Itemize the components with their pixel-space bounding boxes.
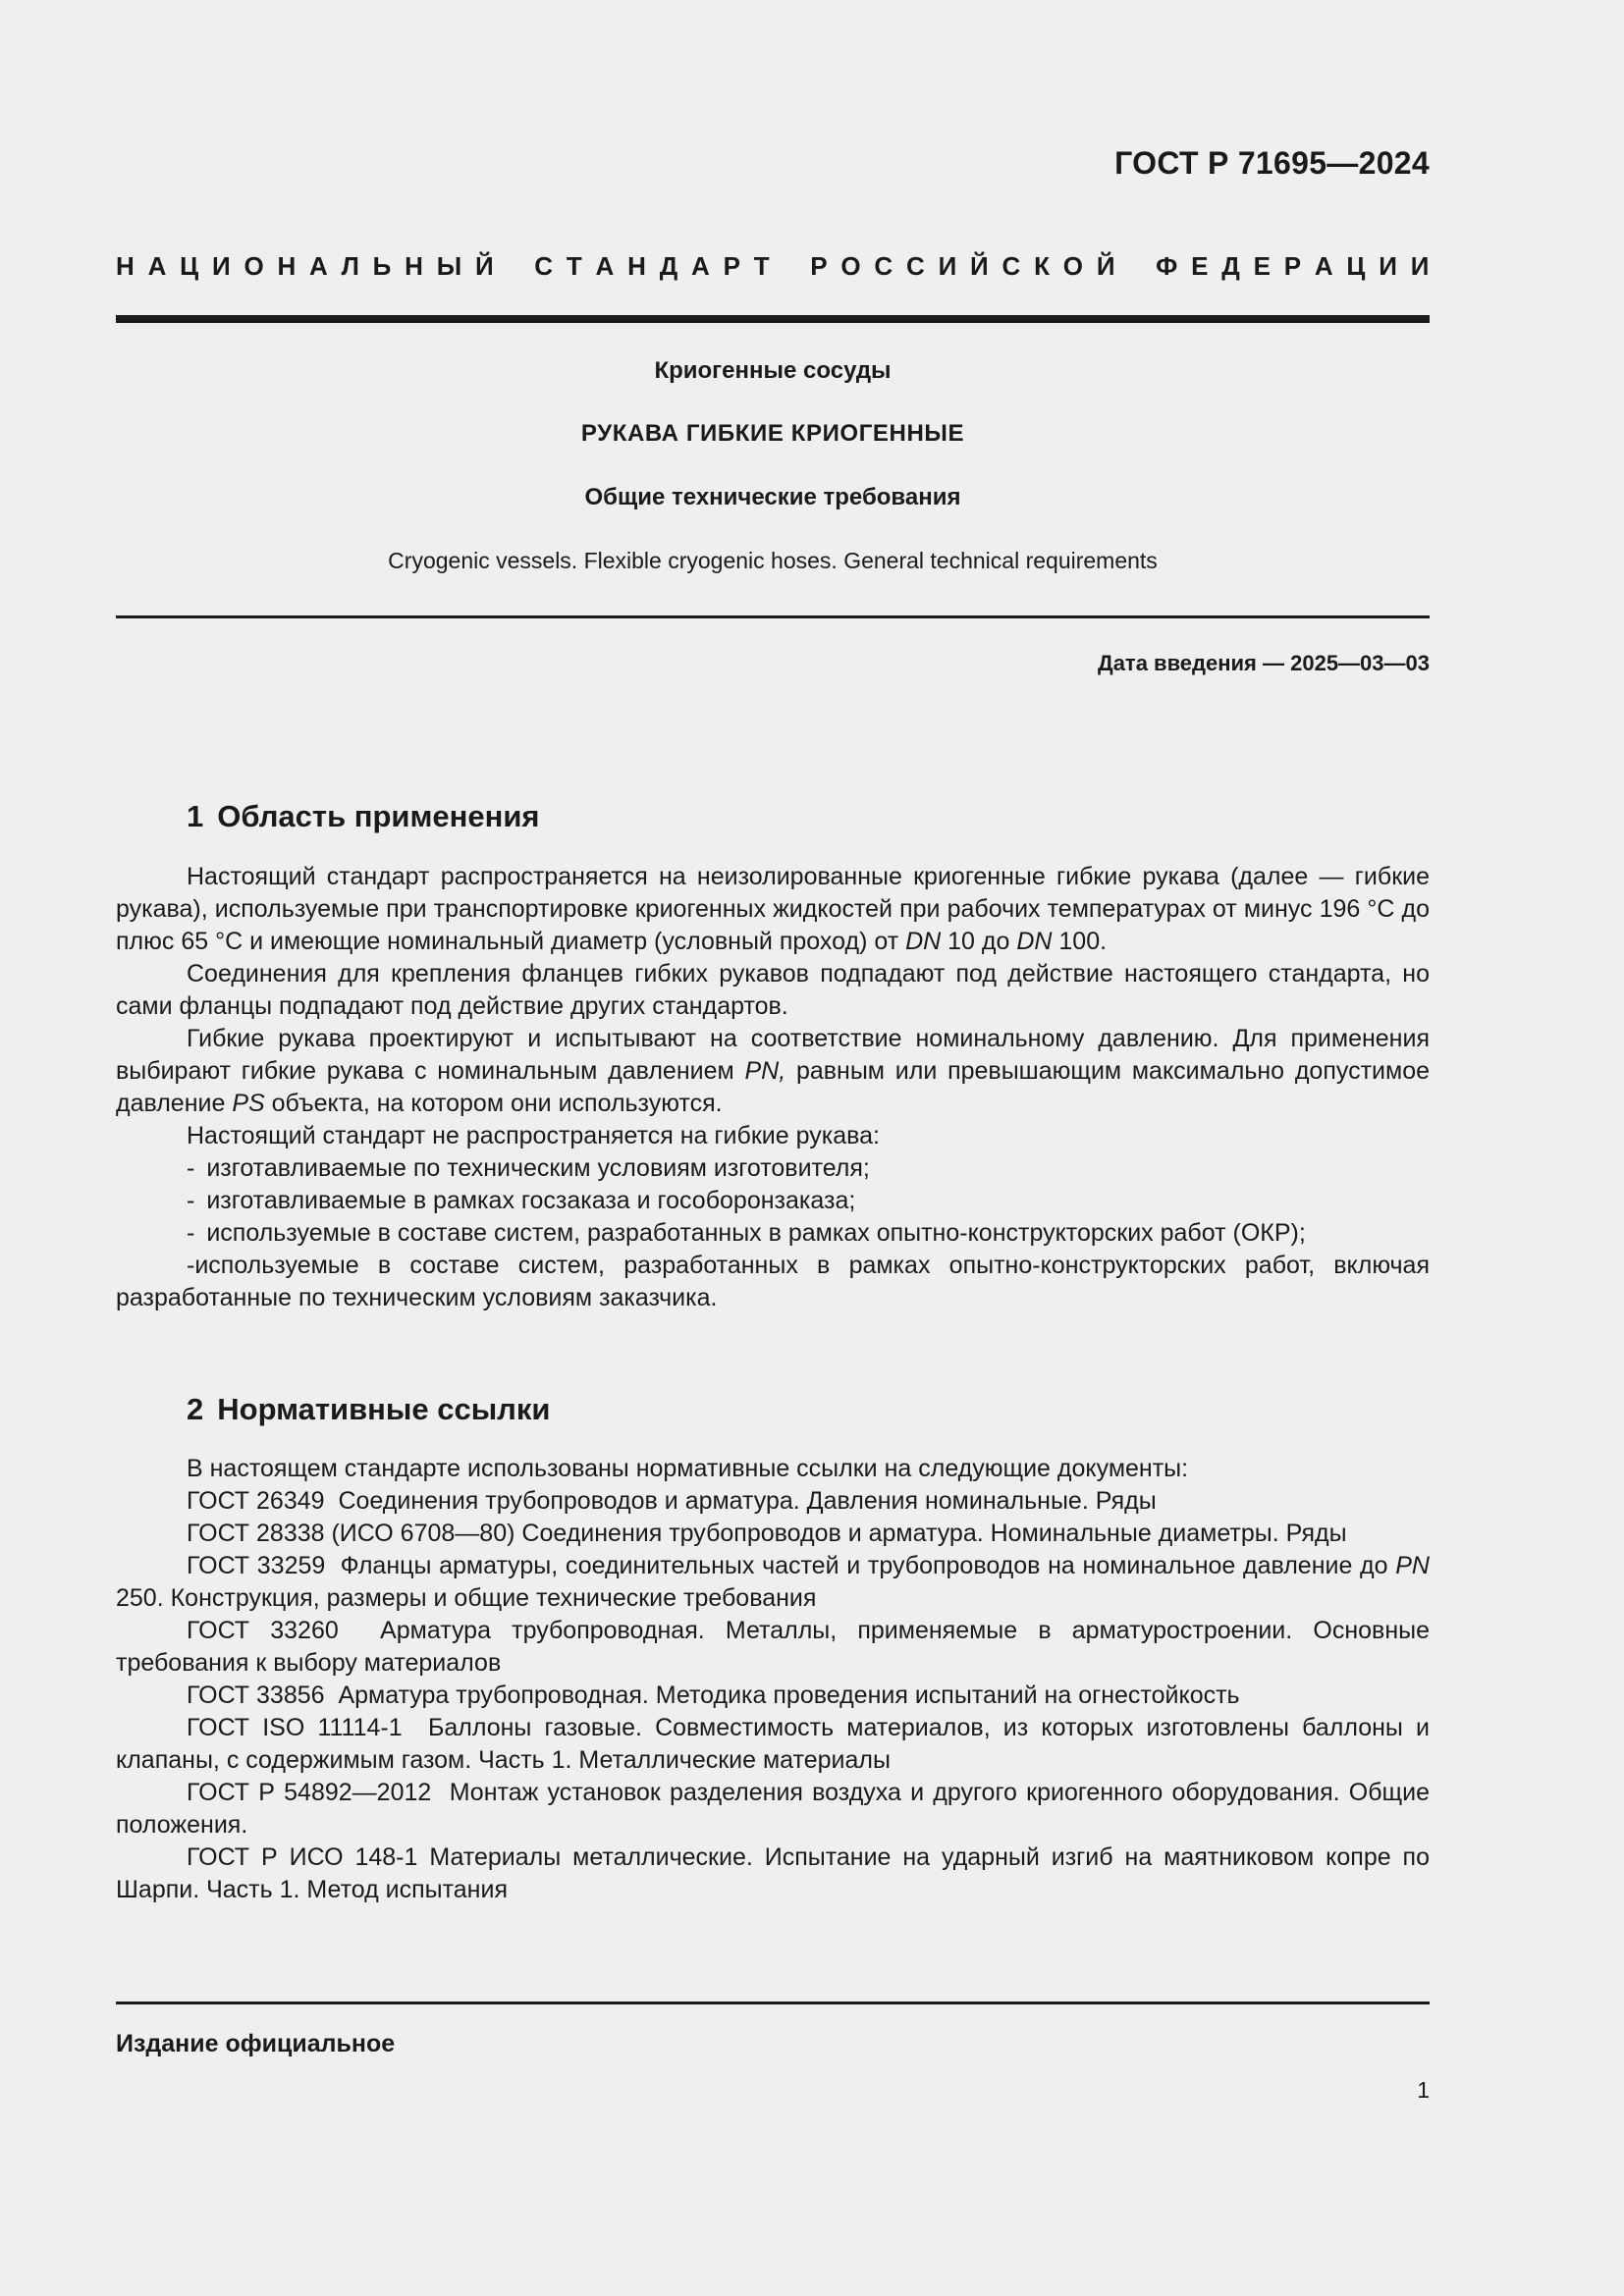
title-rule xyxy=(116,615,1430,618)
document-number: ГОСТ Р 71695—2024 xyxy=(1114,145,1430,181)
section-number: 1 xyxy=(187,799,204,833)
title-letter: Д xyxy=(1221,251,1240,281)
title-letter: Й xyxy=(970,251,989,281)
reference-item: ГОСТ ISO 11114-1 Баллоны газовые. Совместимость материалов, из которых изготовлены баллоны и клапаны, с содержимым газом. Часть 1. Металлические материалы xyxy=(116,1714,1430,1774)
official-edition-label: Издание официальное xyxy=(116,2030,396,2057)
section-title: Область применения xyxy=(217,799,540,833)
introduction-date: Дата введения — 2025—03—03 xyxy=(1098,651,1430,675)
section-2-heading xyxy=(187,1392,550,1427)
title-letter: Ц xyxy=(1346,251,1366,281)
title-letter: С xyxy=(1001,251,1021,281)
title-letter: Н xyxy=(405,251,423,281)
title-letter: Н xyxy=(627,251,646,281)
list-item: - изготавливаемые в рамках госзаказа и гособоронзаказа; xyxy=(187,1187,856,1214)
title-letter: Л xyxy=(341,251,359,281)
title-letter: О xyxy=(840,251,861,281)
title-letter xyxy=(1128,251,1142,282)
title-letter: О xyxy=(244,251,264,281)
reference-item: ГОСТ 28338 (ИСО 6708—80) Соединения трубопроводов и арматура. Номинальные диаметры. Ряды xyxy=(187,1520,1347,1547)
title-letter: И xyxy=(1410,251,1430,281)
list-item: - изготавливаемые по техническим условиям изготовителя; xyxy=(187,1154,870,1182)
reference-item: ГОСТ 26349 Соединения трубопроводов и арматура. Давления номинальные. Ряды xyxy=(187,1487,1157,1515)
title-letter: Н xyxy=(116,251,135,281)
section-2-body xyxy=(116,1453,1430,1906)
paragraph: Настоящий стандарт не распространяется на гибкие рукава: xyxy=(187,1122,880,1149)
title-letter: Ь xyxy=(372,251,392,281)
title-letter: С xyxy=(905,251,925,281)
footer-rule xyxy=(116,2002,1430,2004)
title-letter: И xyxy=(938,251,957,281)
reference-item: ГОСТ 33260 Арматура трубопроводная. Металлы, применяемые в арматуростроении. Основные требования к выбору материалов xyxy=(116,1617,1430,1677)
title-letter: И xyxy=(1379,251,1397,281)
reference-item: ГОСТ Р 54892—2012 Монтаж установок разделения воздуха и другого криогенного оборудования. Общие положения. xyxy=(116,1779,1430,1839)
list-item: -используемые в составе систем, разработанных в рамках опытно-конструкторских работ, включая разработанные по техническим условиям заказчика. xyxy=(116,1252,1430,1311)
title-letter: К xyxy=(1034,251,1050,281)
title-letter: Ц xyxy=(180,251,199,281)
reference-item: ГОСТ 33259 Фланцы арматуры, соединительных частей и трубопроводов на номинальное давление до PN 250. Конструкция, размеры и общие технические требования xyxy=(116,1552,1430,1612)
paragraph: В настоящем стандарте использованы нормативные ссылки на следующие документы: xyxy=(187,1455,1189,1482)
title-letter: Ф xyxy=(1156,251,1178,281)
title-letter: Ы xyxy=(436,251,462,281)
section-1-heading xyxy=(187,799,540,834)
paragraph: Соединения для крепления фланцев гибких рукавов подпадают под действие настоящего стандарта, но сами фланцы подпадают под действие других стандартов. xyxy=(116,960,1430,1020)
title-letter: Е xyxy=(1253,251,1271,281)
paragraph: Настоящий стандарт распространяется на неизолированные криогенные гибкие рукава (далее — гибкие рукава), используемые при транспортировке криогенных жидкостей при рабочих температурах от минус 196 °C до плюс 65 °C и имеющие номинальный диаметр (условный проход) от DN 10 до DN 100. xyxy=(116,863,1430,955)
title-letter: Й xyxy=(475,251,494,281)
title-letter: Р xyxy=(810,251,828,281)
title-letter: Д xyxy=(659,251,678,281)
title-letter: А xyxy=(147,251,167,281)
reference-item: ГОСТ 33856 Арматура трубопроводная. Методика проведения испытаний на огнестойкость xyxy=(187,1682,1240,1709)
title-letter: Е xyxy=(1191,251,1209,281)
section-title: Нормативные ссылки xyxy=(217,1392,551,1426)
title-letter: С xyxy=(874,251,893,281)
header-rule xyxy=(116,315,1430,323)
title-letter: А xyxy=(1314,251,1333,281)
title-letter: А xyxy=(309,251,328,281)
title-letter xyxy=(783,251,796,282)
title-letter: А xyxy=(691,251,710,281)
title-letter xyxy=(507,251,520,282)
list-item: - используемые в составе систем, разработанных в рамках опытно-конструкторских работ (ОКР); xyxy=(187,1219,1306,1247)
title-letter: О xyxy=(1062,251,1084,281)
section-number: 2 xyxy=(187,1392,204,1426)
title-letter: Т xyxy=(566,251,582,281)
title-letter: Р xyxy=(723,251,740,281)
paragraph: Гибкие рукава проектируют и испытывают на соответствие номинальному давлению. Для применения выбирают гибкие рукава с номинальным давлением PN, равным или превышающим максимально допустимое давление PS объекта, на котором они используются. xyxy=(116,1025,1430,1117)
title-letter: А xyxy=(595,251,615,281)
national-standard-title xyxy=(116,251,1430,282)
title-letter: С xyxy=(534,251,554,281)
title-letter: Т xyxy=(753,251,770,281)
title-letter: Р xyxy=(1283,251,1302,281)
title-line-1: Криогенные сосуды xyxy=(654,357,892,384)
title-english: Cryogenic vessels. Flexible cryogenic hoses. General technical requirements xyxy=(388,548,1158,573)
title-letter: Й xyxy=(1096,251,1115,281)
title-line-3: Общие технические требования xyxy=(584,484,961,510)
page-number: 1 xyxy=(1417,2077,1430,2103)
document-page xyxy=(116,0,1430,2296)
reference-item: ГОСТ Р ИСО 148-1 Материалы металлические. Испытание на ударный изгиб на маятниковом копре по Шарпи. Часть 1. Метод испытания xyxy=(116,1843,1430,1903)
section-1-body xyxy=(116,861,1430,1314)
title-line-2: РУКАВА ГИБКИЕ КРИОГЕННЫЕ xyxy=(580,420,965,447)
title-letter: Н xyxy=(277,251,297,281)
title-letter: И xyxy=(211,251,231,281)
